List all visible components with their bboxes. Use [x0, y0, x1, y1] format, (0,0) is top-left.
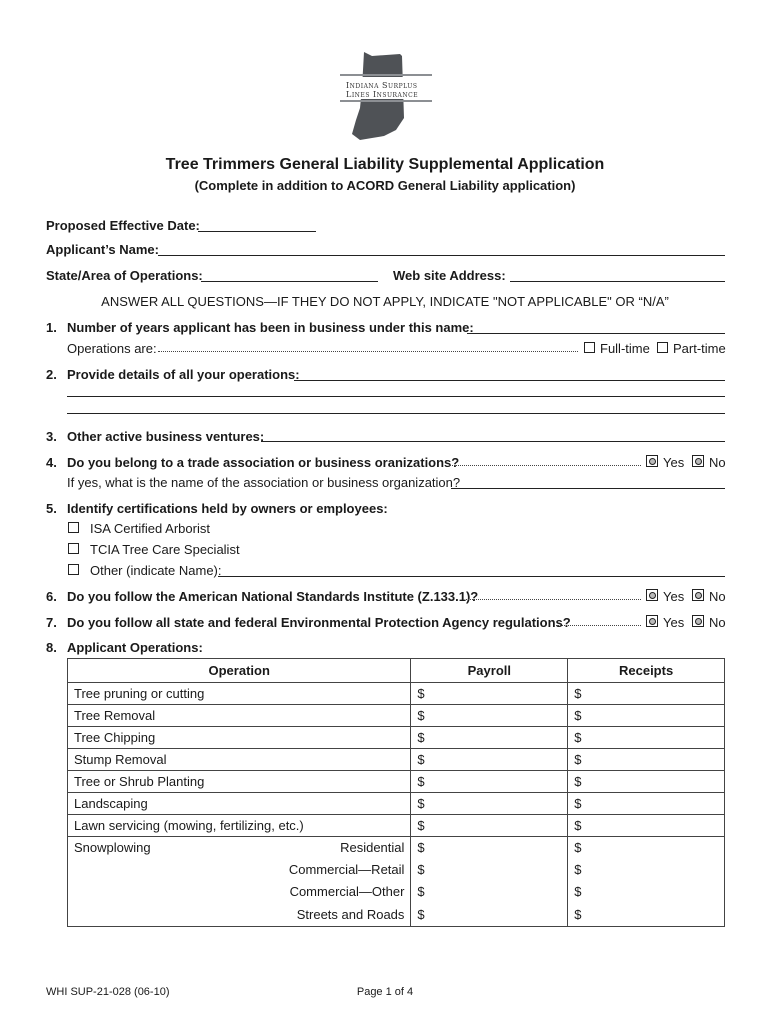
- payroll-cell[interactable]: $: [411, 837, 568, 859]
- snowplowing-row-residential: [68, 837, 725, 859]
- isa-checkbox[interactable]: [68, 522, 79, 533]
- q2-field-2[interactable]: [67, 396, 725, 397]
- q7-no-radio[interactable]: [692, 615, 704, 627]
- page-subtitle: (Complete in addition to ACORD General Liability application): [194, 178, 576, 193]
- snow-sub-commercial-retail: Commercial—Retail: [68, 859, 411, 881]
- operation-cell: Tree Chipping: [68, 727, 411, 749]
- q4-no-radio[interactable]: [692, 455, 704, 467]
- payroll-cell[interactable]: $: [411, 793, 568, 815]
- tcia-label: TCIA Tree Care Specialist: [90, 542, 240, 557]
- q3-number: 3.: [46, 429, 57, 444]
- header-operation: Operation: [68, 659, 411, 683]
- q1-leader-dots: [158, 351, 578, 352]
- snow-sub-streets-roads: Streets and Roads: [68, 903, 411, 927]
- other-cert-label: Other (indicate Name):: [90, 563, 222, 578]
- q1-operations-label: Operations are:: [67, 341, 157, 356]
- receipts-cell[interactable]: $: [568, 859, 725, 881]
- table-row: [68, 705, 725, 727]
- receipts-cell[interactable]: $: [568, 705, 725, 727]
- logo-line-2: Lines Insurance: [346, 90, 419, 99]
- tcia-checkbox[interactable]: [68, 543, 79, 554]
- website-label: Web site Address:: [393, 268, 506, 283]
- operation-cell: Stump Removal: [68, 749, 411, 771]
- q6-number: 6.: [46, 589, 57, 604]
- table-row: [68, 793, 725, 815]
- q6-no-radio[interactable]: [692, 589, 704, 601]
- q2-number: 2.: [46, 367, 57, 382]
- part-time-label: Part-time: [673, 341, 726, 356]
- receipts-cell[interactable]: $: [568, 881, 725, 903]
- snowplowing-label: Snowplowing: [74, 840, 151, 856]
- payroll-cell[interactable]: $: [411, 771, 568, 793]
- receipts-cell[interactable]: $: [568, 683, 725, 705]
- payroll-cell[interactable]: $: [411, 881, 568, 903]
- q6-no-label: No: [709, 589, 726, 604]
- q4-text: Do you belong to a trade association or business oranizations?: [67, 455, 460, 470]
- payroll-cell[interactable]: $: [411, 903, 568, 927]
- snowplowing-row-commercial-retail: [68, 859, 725, 881]
- applicant-name-field[interactable]: [158, 255, 725, 256]
- table-header-row: [68, 659, 725, 683]
- snowplowing-cell: [68, 837, 411, 859]
- q2-field-1[interactable]: [294, 380, 725, 381]
- payroll-cell[interactable]: $: [411, 815, 568, 837]
- operation-cell: Landscaping: [68, 793, 411, 815]
- logo-line-1: Indiana Surplus: [346, 81, 418, 90]
- page-title: Tree Trimmers General Liability Supplemental Application: [165, 156, 605, 173]
- operation-cell: Lawn servicing (mowing, fertilizing, etc.): [68, 815, 411, 837]
- q3-text: Other active business ventures:: [67, 429, 265, 444]
- logo: [338, 48, 434, 144]
- operation-cell: Tree Removal: [68, 705, 411, 727]
- q4-leader-dots: [449, 465, 641, 466]
- q4-yes-label: Yes: [663, 455, 685, 470]
- q7-text: Do you follow all state and federal Environmental Protection Agency regulations?: [67, 615, 571, 630]
- state-area-label: State/Area of Operations:: [46, 268, 203, 283]
- form-id: WHI SUP-21-028 (06-10): [46, 986, 170, 998]
- q8-number: 8.: [46, 640, 57, 655]
- table-row: [68, 683, 725, 705]
- receipts-cell[interactable]: $: [568, 749, 725, 771]
- q2-field-3[interactable]: [67, 413, 725, 414]
- q1-years-field[interactable]: [467, 333, 725, 334]
- q1-text: Number of years applicant has been in business under this name:: [67, 320, 474, 335]
- payroll-cell[interactable]: $: [411, 859, 568, 881]
- q7-yes-radio[interactable]: [646, 615, 658, 627]
- snowplowing-row-commercial-other: [68, 881, 725, 903]
- isa-label: ISA Certified Arborist: [90, 521, 210, 536]
- part-time-checkbox[interactable]: [657, 342, 668, 353]
- full-time-label: Full-time: [600, 341, 650, 356]
- q2-text: Provide details of all your operations:: [67, 367, 300, 382]
- snow-sub-residential: Residential: [340, 840, 405, 856]
- other-cert-checkbox[interactable]: [68, 564, 79, 575]
- page-number: Page 1 of 4: [356, 986, 414, 998]
- q4-association-field[interactable]: [451, 488, 725, 489]
- q6-yes-radio[interactable]: [646, 589, 658, 601]
- q4-no-label: No: [709, 455, 726, 470]
- table-row: [68, 815, 725, 837]
- q8-text: Applicant Operations:: [67, 640, 203, 655]
- operation-cell: Tree pruning or cutting: [68, 683, 411, 705]
- q6-text: Do you follow the American National Standards Institute (Z.133.1)?: [67, 589, 479, 604]
- q4-number: 4.: [46, 455, 57, 470]
- effective-date-label: Proposed Effective Date:: [46, 218, 200, 233]
- instruction-text: ANSWER ALL QUESTIONS—IF THEY DO NOT APPLY, INDICATE "NOT APPLICABLE" OR “N/A”: [101, 294, 669, 309]
- receipts-cell[interactable]: $: [568, 837, 725, 859]
- applicant-name-label: Applicant’s Name:: [46, 242, 159, 257]
- q1-number: 1.: [46, 320, 57, 335]
- state-area-field[interactable]: [201, 281, 378, 282]
- header-payroll: Payroll: [411, 659, 568, 683]
- receipts-cell[interactable]: $: [568, 903, 725, 927]
- full-time-checkbox[interactable]: [584, 342, 595, 353]
- effective-date-field[interactable]: [198, 231, 316, 232]
- table-row: [68, 771, 725, 793]
- q7-number: 7.: [46, 615, 57, 630]
- other-cert-field[interactable]: [218, 576, 725, 577]
- payroll-cell[interactable]: $: [411, 705, 568, 727]
- receipts-cell[interactable]: $: [568, 793, 725, 815]
- q7-yes-label: Yes: [663, 615, 685, 630]
- snowplowing-row-streets-roads: [68, 903, 725, 927]
- operations-table: [67, 658, 725, 927]
- q6-yes-label: Yes: [663, 589, 685, 604]
- snow-sub-commercial-other: Commercial—Other: [68, 881, 411, 903]
- operation-cell: Tree or Shrub Planting: [68, 771, 411, 793]
- q7-leader-dots: [556, 625, 641, 626]
- payroll-cell[interactable]: $: [411, 727, 568, 749]
- q5-number: 5.: [46, 501, 57, 516]
- q4-yes-radio[interactable]: [646, 455, 658, 467]
- payroll-cell[interactable]: $: [411, 749, 568, 771]
- q5-text: Identify certifications held by owners or employees:: [67, 501, 388, 516]
- receipts-cell[interactable]: $: [568, 727, 725, 749]
- q7-no-label: No: [709, 615, 726, 630]
- q6-leader-dots: [466, 599, 641, 600]
- website-field[interactable]: [510, 281, 725, 282]
- q4-sub-text: If yes, what is the name of the association or business organization?: [67, 475, 461, 490]
- receipts-cell[interactable]: $: [568, 771, 725, 793]
- payroll-cell[interactable]: $: [411, 683, 568, 705]
- q3-field[interactable]: [261, 441, 725, 442]
- table-row: [68, 749, 725, 771]
- table-row: [68, 727, 725, 749]
- receipts-cell[interactable]: $: [568, 815, 725, 837]
- header-receipts: Receipts: [568, 659, 725, 683]
